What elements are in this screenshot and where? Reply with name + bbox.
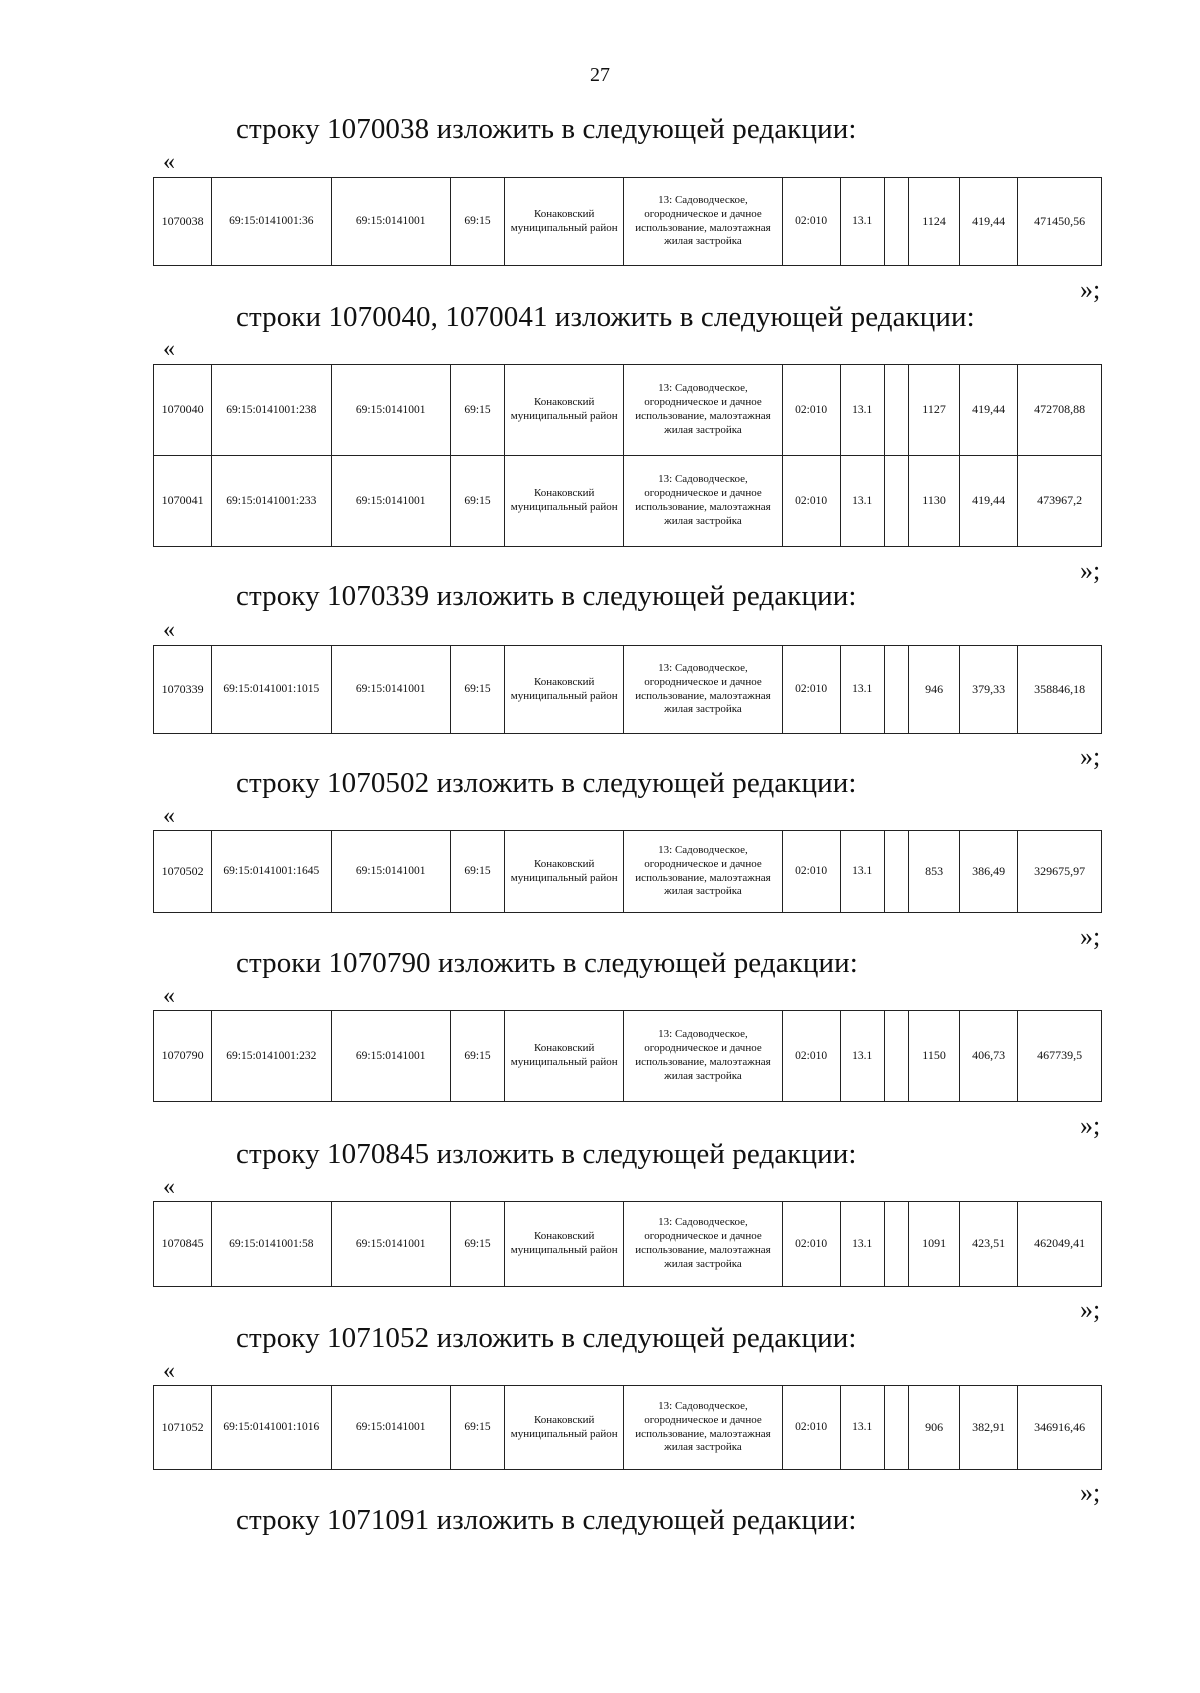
section-heading: строки 1070790 изложить в следующей редакции: <box>236 947 858 979</box>
table-row <box>154 456 1102 547</box>
district-code-cell: 69:15 <box>450 646 504 734</box>
specific-value-cell: 406,73 <box>960 1011 1018 1102</box>
cadastral-number-cell: 69:15:0141001:36 <box>212 178 331 266</box>
closing-quote: »; <box>1080 1295 1101 1324</box>
opening-quote: « <box>163 983 175 1009</box>
record-table <box>153 1201 1102 1287</box>
row-number-cell: 1070038 <box>154 178 212 266</box>
specific-value-cell: 423,51 <box>960 1202 1018 1287</box>
closing-quote: »; <box>1080 1478 1101 1507</box>
specific-value-cell: 419,44 <box>960 365 1018 456</box>
closing-quote: »; <box>1080 922 1101 951</box>
table-row <box>154 831 1102 913</box>
area-cell: 1124 <box>909 178 960 266</box>
area-cell: 853 <box>909 831 960 913</box>
table-row <box>154 646 1102 734</box>
land-use-type-cell: 13: Садоводческое, огородническое и дачное использование, малоэтажная жилая застройка <box>624 365 782 456</box>
zone-code-cell: 02:010 <box>782 1386 840 1470</box>
district-code-cell: 69:15 <box>450 456 504 547</box>
district-code-cell: 69:15 <box>450 178 504 266</box>
empty-cell <box>884 365 908 456</box>
group-code-cell: 13.1 <box>840 1011 884 1102</box>
land-use-type-cell: 13: Садоводческое, огородническое и дачное использование, малоэтажная жилая застройка <box>624 456 782 547</box>
row-number-cell: 1071052 <box>154 1386 212 1470</box>
row-number-cell: 1070040 <box>154 365 212 456</box>
record-table <box>153 1385 1102 1470</box>
group-code-cell: 13.1 <box>840 178 884 266</box>
cadastral-number-cell: 69:15:0141001:233 <box>212 456 331 547</box>
empty-cell <box>884 178 908 266</box>
group-code-cell: 13.1 <box>840 456 884 547</box>
record-table <box>153 177 1102 266</box>
zone-code-cell: 02:010 <box>782 646 840 734</box>
cadastral-value-cell: 467739,5 <box>1018 1011 1102 1102</box>
cadastral-quarter-cell: 69:15:0141001 <box>331 831 450 913</box>
empty-cell <box>884 1202 908 1287</box>
section-heading: строку 1071052 изложить в следующей редакции: <box>236 1322 857 1354</box>
area-cell: 946 <box>909 646 960 734</box>
zone-code-cell: 02:010 <box>782 1202 840 1287</box>
area-cell: 1127 <box>909 365 960 456</box>
cadastral-value-cell: 473967,2 <box>1018 456 1102 547</box>
record-table <box>153 1010 1102 1102</box>
district-code-cell: 69:15 <box>450 831 504 913</box>
district-name-cell: Конаковский муниципальный район <box>505 365 624 456</box>
record-table <box>153 830 1102 913</box>
land-use-type-cell: 13: Садоводческое, огородническое и дачное использование, малоэтажная жилая застройка <box>624 831 782 913</box>
area-cell: 1091 <box>909 1202 960 1287</box>
district-name-cell: Конаковский муниципальный район <box>505 831 624 913</box>
cadastral-number-cell: 69:15:0141001:1016 <box>212 1386 331 1470</box>
land-use-type-cell: 13: Садоводческое, огородническое и дачное использование, малоэтажная жилая застройка <box>624 178 782 266</box>
opening-quote: « <box>163 149 175 175</box>
cadastral-number-cell: 69:15:0141001:1015 <box>212 646 331 734</box>
cadastral-number-cell: 69:15:0141001:232 <box>212 1011 331 1102</box>
section-heading: строку 1071091 изложить в следующей редакции: <box>236 1504 857 1536</box>
row-number-cell: 1070041 <box>154 456 212 547</box>
cadastral-number-cell: 69:15:0141001:1645 <box>212 831 331 913</box>
land-use-type-cell: 13: Садоводческое, огородническое и дачное использование, малоэтажная жилая застройка <box>624 1386 782 1470</box>
opening-quote: « <box>163 1358 175 1384</box>
cadastral-quarter-cell: 69:15:0141001 <box>331 1011 450 1102</box>
closing-quote: »; <box>1080 275 1101 304</box>
cadastral-number-cell: 69:15:0141001:238 <box>212 365 331 456</box>
table-row <box>154 365 1102 456</box>
district-name-cell: Конаковский муниципальный район <box>505 646 624 734</box>
district-code-cell: 69:15 <box>450 1202 504 1287</box>
land-use-type-cell: 13: Садоводческое, огородническое и дачное использование, малоэтажная жилая застройка <box>624 1011 782 1102</box>
district-name-cell: Конаковский муниципальный район <box>505 1202 624 1287</box>
group-code-cell: 13.1 <box>840 831 884 913</box>
cadastral-value-cell: 472708,88 <box>1018 365 1102 456</box>
section-heading: строку 1070038 изложить в следующей редакции: <box>236 113 857 145</box>
area-cell: 1150 <box>909 1011 960 1102</box>
area-cell: 1130 <box>909 456 960 547</box>
opening-quote: « <box>163 803 175 829</box>
closing-quote: »; <box>1080 1111 1101 1140</box>
specific-value-cell: 379,33 <box>960 646 1018 734</box>
record-table <box>153 645 1102 734</box>
group-code-cell: 13.1 <box>840 646 884 734</box>
section-heading: строку 1070845 изложить в следующей редакции: <box>236 1138 857 1170</box>
empty-cell <box>884 1386 908 1470</box>
cadastral-value-cell: 346916,46 <box>1018 1386 1102 1470</box>
land-use-type-cell: 13: Садоводческое, огородническое и дачное использование, малоэтажная жилая застройка <box>624 646 782 734</box>
district-name-cell: Конаковский муниципальный район <box>505 1386 624 1470</box>
cadastral-quarter-cell: 69:15:0141001 <box>331 1202 450 1287</box>
cadastral-value-cell: 471450,56 <box>1018 178 1102 266</box>
table-row <box>154 178 1102 266</box>
empty-cell <box>884 1011 908 1102</box>
empty-cell <box>884 831 908 913</box>
cadastral-quarter-cell: 69:15:0141001 <box>331 1386 450 1470</box>
opening-quote: « <box>163 336 175 362</box>
cadastral-value-cell: 358846,18 <box>1018 646 1102 734</box>
cadastral-quarter-cell: 69:15:0141001 <box>331 365 450 456</box>
closing-quote: »; <box>1080 556 1101 585</box>
closing-quote: »; <box>1080 742 1101 771</box>
specific-value-cell: 419,44 <box>960 456 1018 547</box>
opening-quote: « <box>163 617 175 643</box>
zone-code-cell: 02:010 <box>782 1011 840 1102</box>
group-code-cell: 13.1 <box>840 1202 884 1287</box>
cadastral-quarter-cell: 69:15:0141001 <box>331 178 450 266</box>
row-number-cell: 1070790 <box>154 1011 212 1102</box>
district-code-cell: 69:15 <box>450 1386 504 1470</box>
zone-code-cell: 02:010 <box>782 178 840 266</box>
specific-value-cell: 386,49 <box>960 831 1018 913</box>
row-number-cell: 1070845 <box>154 1202 212 1287</box>
zone-code-cell: 02:010 <box>782 831 840 913</box>
district-name-cell: Конаковский муниципальный район <box>505 1011 624 1102</box>
specific-value-cell: 419,44 <box>960 178 1018 266</box>
cadastral-value-cell: 329675,97 <box>1018 831 1102 913</box>
table-row <box>154 1386 1102 1470</box>
land-use-type-cell: 13: Садоводческое, огородническое и дачное использование, малоэтажная жилая застройка <box>624 1202 782 1287</box>
section-heading: строки 1070040, 1070041 изложить в следующей редакции: <box>236 301 975 333</box>
row-number-cell: 1070339 <box>154 646 212 734</box>
district-code-cell: 69:15 <box>450 365 504 456</box>
district-name-cell: Конаковский муниципальный район <box>505 456 624 547</box>
row-number-cell: 1070502 <box>154 831 212 913</box>
table-row <box>154 1202 1102 1287</box>
zone-code-cell: 02:010 <box>782 456 840 547</box>
group-code-cell: 13.1 <box>840 1386 884 1470</box>
zone-code-cell: 02:010 <box>782 365 840 456</box>
empty-cell <box>884 456 908 547</box>
page-number: 27 <box>590 64 610 86</box>
table-row <box>154 1011 1102 1102</box>
empty-cell <box>884 646 908 734</box>
opening-quote: « <box>163 1174 175 1200</box>
specific-value-cell: 382,91 <box>960 1386 1018 1470</box>
cadastral-quarter-cell: 69:15:0141001 <box>331 456 450 547</box>
cadastral-quarter-cell: 69:15:0141001 <box>331 646 450 734</box>
section-heading: строку 1070502 изложить в следующей редакции: <box>236 767 857 799</box>
area-cell: 906 <box>909 1386 960 1470</box>
district-code-cell: 69:15 <box>450 1011 504 1102</box>
section-heading: строку 1070339 изложить в следующей редакции: <box>236 580 857 612</box>
district-name-cell: Конаковский муниципальный район <box>505 178 624 266</box>
group-code-cell: 13.1 <box>840 365 884 456</box>
cadastral-value-cell: 462049,41 <box>1018 1202 1102 1287</box>
cadastral-number-cell: 69:15:0141001:58 <box>212 1202 331 1287</box>
record-table <box>153 364 1102 547</box>
